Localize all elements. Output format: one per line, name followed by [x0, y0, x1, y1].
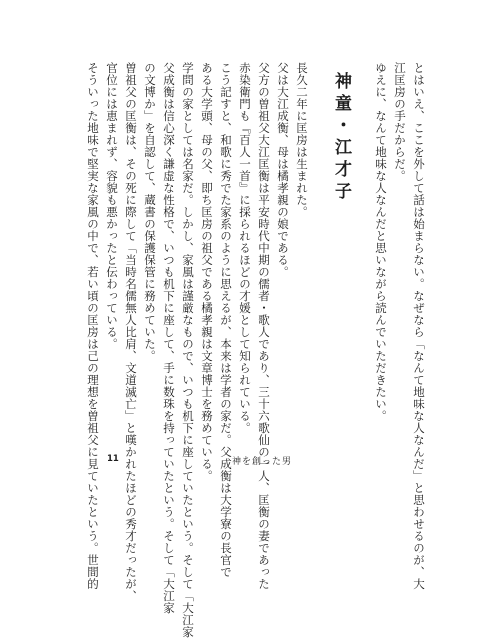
- body-line-11: 官位には恵まれず、容貌も悪かったと伝わっている。: [105, 62, 119, 350]
- intro-line-1: とはいえ、ここを外して話は始まらない。なぜなら「なんて地味な人なんだ」と思わせるのが、大: [412, 62, 426, 590]
- body-line-12: そういった地味で堅実な家風の中で、若い頃の匡房は己の理想を曽祖父に見ていたという。世間的: [86, 62, 100, 590]
- chapter-title: 神童・江才子: [331, 72, 351, 204]
- page-footer: [0, 454, 500, 468]
- body-line-6: ある大学頭、母の父、即ち匡房の祖父である橘孝親は文章博士を務めている。: [200, 62, 214, 482]
- body-line-9: の文博か」を自認して、蔵書の保護保管に務めていた。: [143, 62, 157, 362]
- body-line-2: 父は大江成衡、母は橘孝親の娘である。: [276, 62, 290, 278]
- intro-line-2: 江匡房の手だからだ。: [393, 62, 407, 182]
- intro-line-3: ゆえに、なんて地味な人なんだと思いながら読んでいただきたい。: [374, 62, 388, 422]
- body-line-7: 学問の家としては名家だ。しかし、家風は謹厳なもので、いつも机下に座していたという。そして「大江家: [181, 62, 195, 638]
- running-title: 神を創った男: [232, 457, 293, 467]
- body-line-4: 赤染衛門も『百人一首』に採られるほどの才媛として知られている。: [238, 62, 252, 434]
- page-number: 11: [107, 454, 119, 464]
- body-line-8: 父成衡は信心深く謙虚な性格で、いつも机下に座して、手に数珠を持っていたという。そして「大江家: [162, 62, 176, 614]
- body-line-5: こう記すと、和歌に秀でた家系のように思えるが、本来は学者の家だ。父成衡は大学寮の長官で: [219, 62, 233, 578]
- body-line-1: 長久二年に匡房は生まれた。: [295, 62, 309, 218]
- body-line-3: 父方の曽祖父大江匡衡は平安時代中期の儒者・歌人であり、三十六歌仙の一人、匡衡の妻であった: [257, 62, 271, 590]
- body-line-10: 曽祖父の匡衡は、その死に際して「当時名儒無人比肩、文道滅亡」と嘆かれたほどの秀才だったが、: [124, 62, 138, 602]
